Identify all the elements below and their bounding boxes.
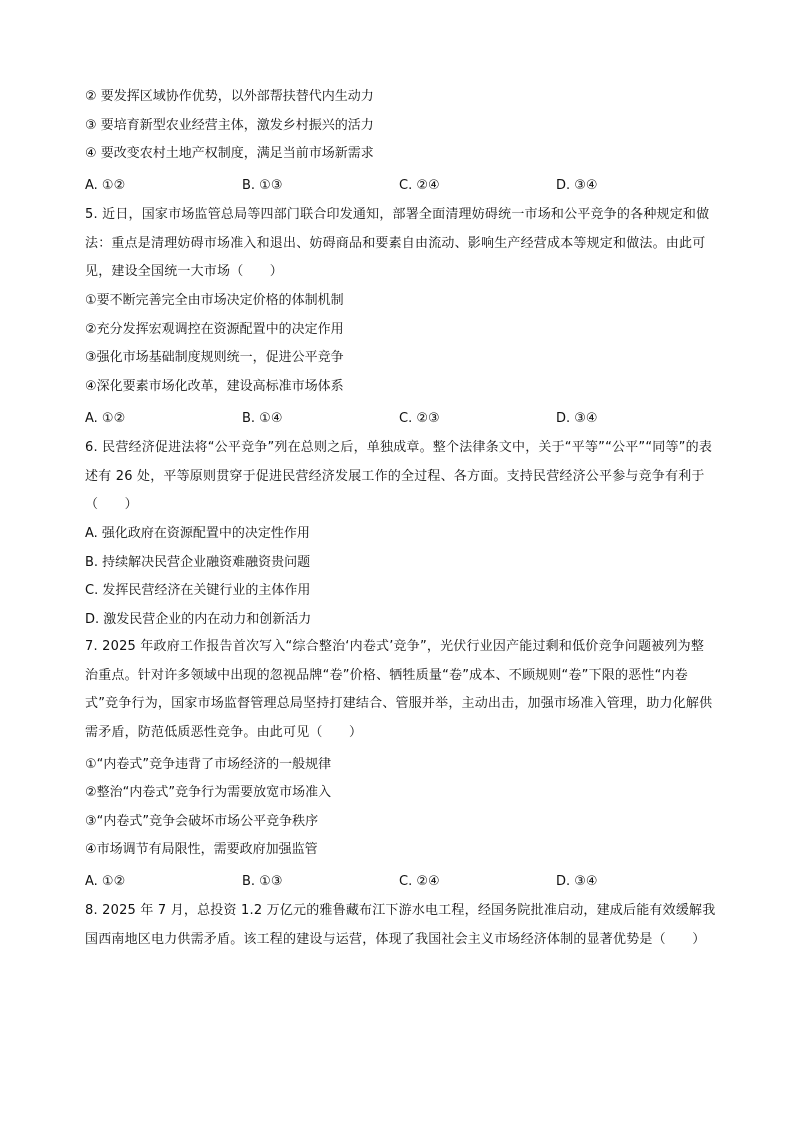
q5-options xyxy=(85,410,717,428)
q5-item-4: ④深化要素市场化改革，建设高标准市场体系 xyxy=(85,379,344,394)
q5-item-1: ①要不断完善完全由市场决定价格的体制机制 xyxy=(85,293,344,308)
q7-item-1: ①“内卷式”竞争违背了市场经济的一般规律 xyxy=(85,757,332,772)
q5-option-c[interactable]: C. ②③ xyxy=(399,411,440,426)
q6-option-b[interactable]: B. 持续解决民营企业融资难融资贵问题 xyxy=(85,555,311,570)
q4-option-a[interactable]: A. ①② xyxy=(85,178,126,193)
q5-option-b[interactable]: B. ①④ xyxy=(242,411,283,426)
q7-option-b[interactable]: B. ①③ xyxy=(242,874,283,889)
q7-item-3: ③“内卷式”竞争会破坏市场公平竞争秩序 xyxy=(85,814,319,829)
q4-options xyxy=(85,177,717,195)
q7-stem: 7. 2025 年政府工作报告首次写入“综合整治‘内卷式’竞争”，光伏行业因产能过剩和低价竞争问题被列为整治重点。针对许多领域中出现的忽视品牌“卷”价格、牺牲质量“卷”成本、不顾规则“卷”下限的恶性“内卷式”竞争行为，国家市场监督管理总局坚持打建结合、管服并举，主动出击，加强市场准入管理，助力化解供需矛盾，防范低质恶性竞争。由此可见（ ） xyxy=(85,639,713,740)
q7-option-d[interactable]: D. ③④ xyxy=(556,874,598,889)
q5-option-d[interactable]: D. ③④ xyxy=(556,411,598,426)
q8-stem: 8. 2025 年 7 月，总投资 1.2 万亿元的雅鲁藏布江下游水电工程，经国务院批准启动，建成后能有效缓解我国西南地区电力供需矛盾。该工程的建设与运营，体现了我国社会主义市场经济体制的显著优势是（ ） xyxy=(85,903,716,947)
q7-option-a[interactable]: A. ①② xyxy=(85,874,126,889)
q5-option-a[interactable]: A. ①② xyxy=(85,411,126,426)
q4-option-b[interactable]: B. ①③ xyxy=(242,178,283,193)
q4-item-2: ② 要发挥区域协作优势，以外部帮扶替代内生动力 xyxy=(85,89,374,104)
q7-options xyxy=(85,873,717,891)
q5-stem: 5. 近日，国家市场监管总局等四部门联合印发通知，部署全面清理妨碍统一市场和公平竞争的各种规定和做法：重点是清理妨碍市场准入和退出、妨碍商品和要素自由流动、影响生产经营成本等规定和做法。由此可见，建设全国统一大市场（ ） xyxy=(85,207,710,279)
q6-option-a[interactable]: A. 强化政府在资源配置中的决定性作用 xyxy=(85,526,310,541)
q4-item-3: ③ 要培育新型农业经营主体，激发乡村振兴的活力 xyxy=(85,118,374,133)
q5-item-2: ②充分发挥宏观调控在资源配置中的决定作用 xyxy=(85,322,344,337)
q7-item-4: ④市场调节有局限性，需要政府加强监管 xyxy=(85,842,318,857)
q4-item-4: ④ 要改变农村土地产权制度，满足当前市场新需求 xyxy=(85,146,374,161)
q7-item-2: ②整治“内卷式”竞争行为需要放宽市场准入 xyxy=(85,785,332,800)
q4-option-c[interactable]: C. ②④ xyxy=(399,178,440,193)
q6-stem: 6. 民营经济促进法将“公平竞争”列在总则之后，单独成章。整个法律条文中，关于“平等”“公平”“同等”的表述有 26 处，平等原则贯穿于促进民营经济发展工作的全过程、各方面。支持民营经济公平参与竞争有利于（ ） xyxy=(85,440,713,512)
q6-option-d[interactable]: D. 激发民营企业的内在动力和创新活力 xyxy=(85,612,312,627)
q6-option-c[interactable]: C. 发挥民营经济在关键行业的主体作用 xyxy=(85,583,311,598)
q7-option-c[interactable]: C. ②④ xyxy=(399,874,440,889)
q5-item-3: ③强化市场基础制度规则统一，促进公平竞争 xyxy=(85,350,344,365)
q4-option-d[interactable]: D. ③④ xyxy=(556,178,598,193)
